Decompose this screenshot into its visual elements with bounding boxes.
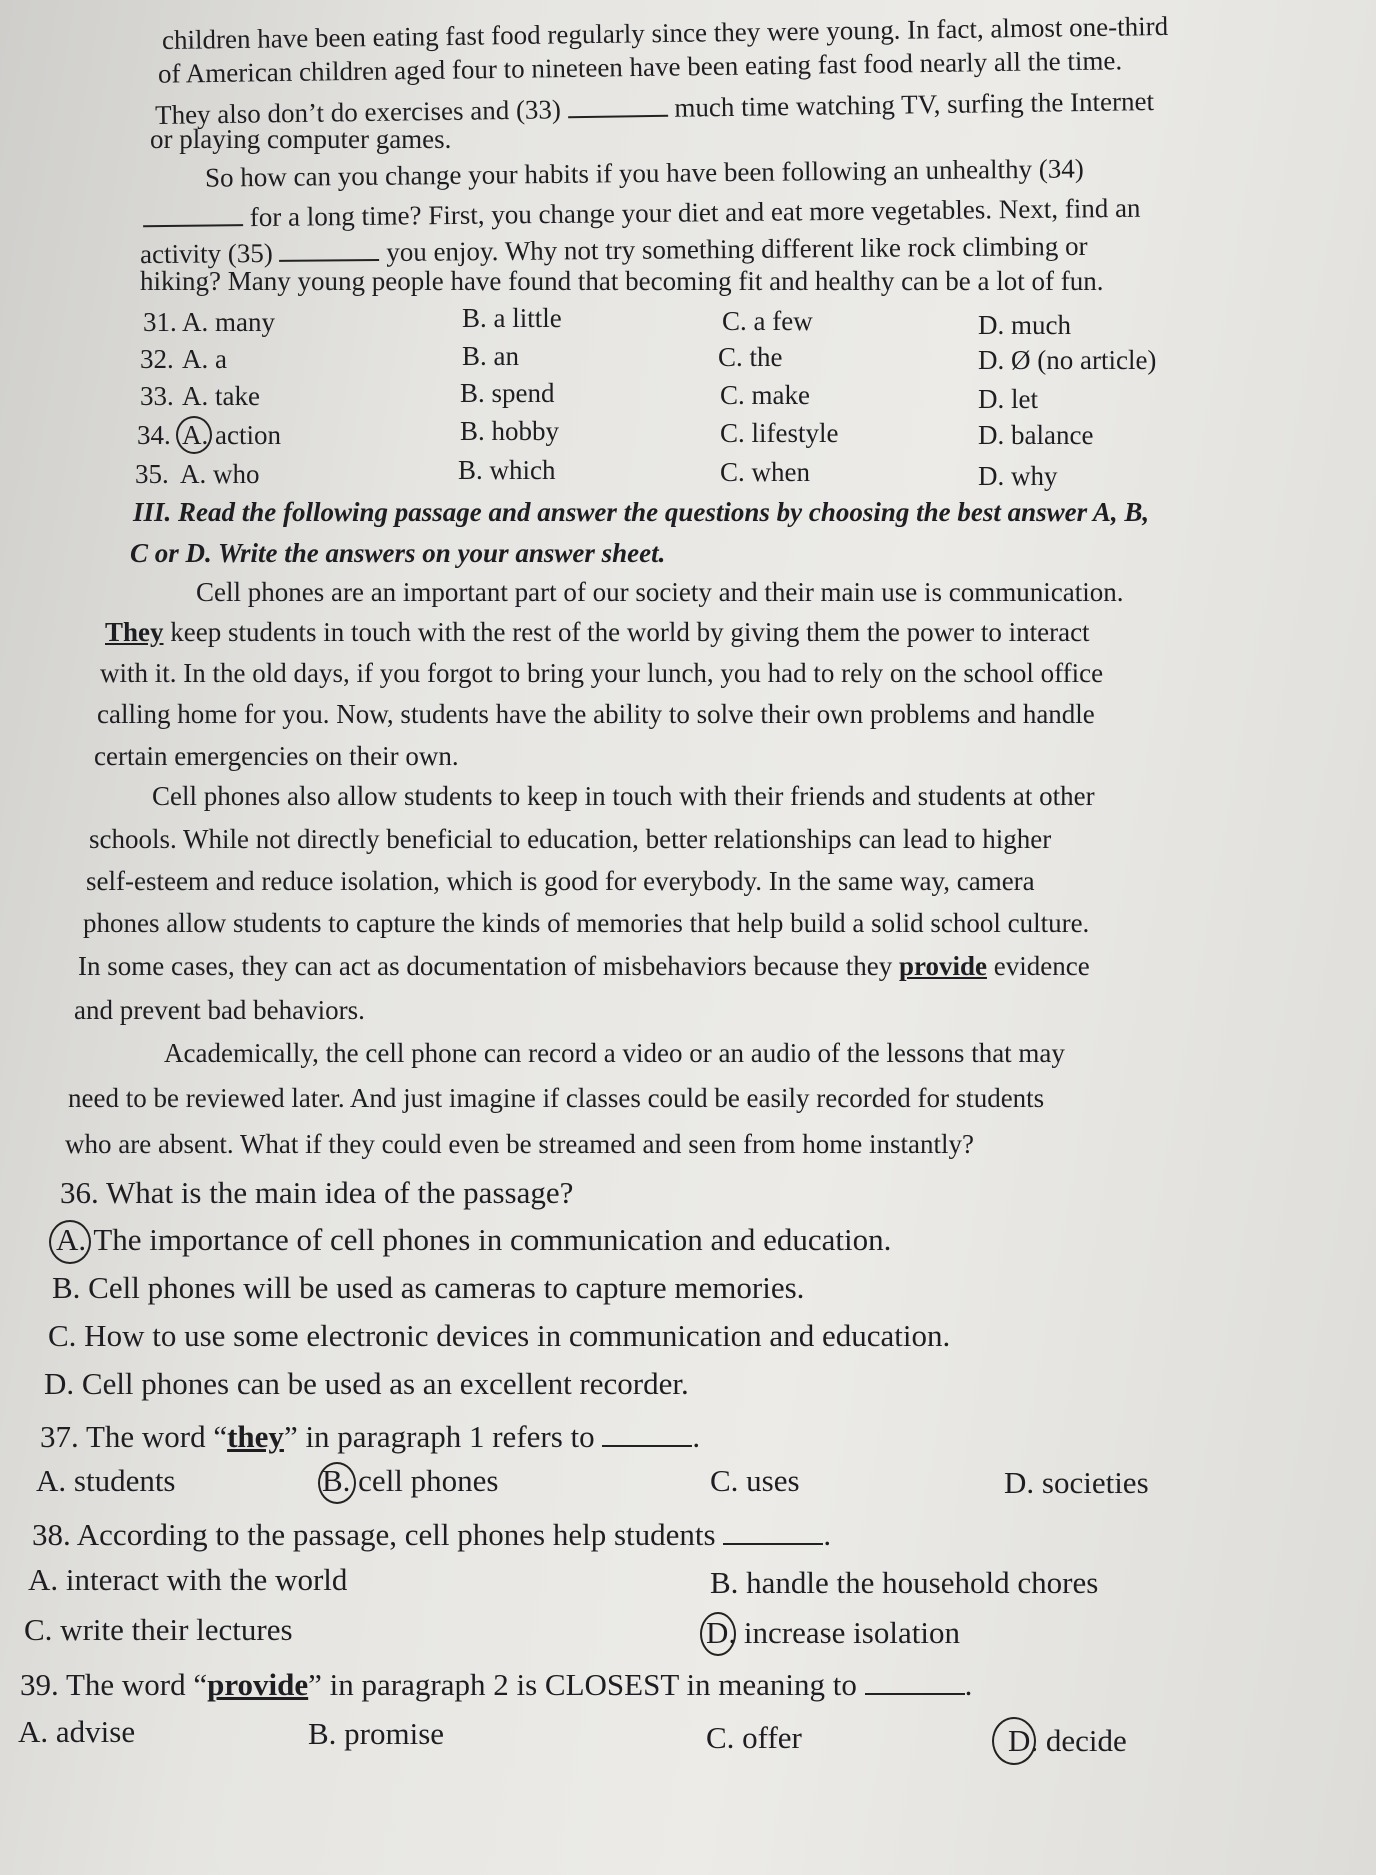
q37-stem-word: they	[227, 1419, 284, 1454]
passage2-line-10-end: evidence	[993, 951, 1090, 981]
cloze-35-b: B. which	[458, 455, 556, 485]
passage2-line-4: calling home for you. Now, students have the ability to solve their own problems and handle	[97, 699, 1095, 729]
cloze-31-c: C. a few	[722, 306, 813, 336]
passage2-line-2-text: keep students in touch with the rest of the world by giving them the power to interact	[170, 617, 1090, 647]
answer-circle-36	[49, 1220, 91, 1264]
q37-option-c[interactable]: C. uses	[710, 1463, 800, 1498]
section3-heading-line-2: C or D. Write the answers on your answer sheet.	[130, 538, 666, 568]
cloze-31-a: A. many	[182, 307, 275, 337]
q38-stem: 38. According to the passage, cell phones help students .	[32, 1512, 831, 1553]
passage2-line-1: Cell phones are an important part of our society and their main use is communication.	[196, 577, 1124, 607]
q37-option-a[interactable]: A. students	[36, 1463, 176, 1498]
cloze-34-d: D. balance	[978, 420, 1094, 450]
q38-option-a[interactable]: A. interact with the world	[28, 1562, 348, 1597]
q38-blank	[723, 1512, 823, 1545]
cloze-32-a: A. a	[182, 344, 227, 374]
passage2-line-8: self-esteem and reduce isolation, which is good for everybody. In the same way, camera	[86, 866, 1035, 896]
cloze-34-number: 34.	[137, 420, 171, 450]
q39-stem-pre: 39. The word “	[20, 1667, 208, 1702]
q38-option-d[interactable]: D. increase isolation	[706, 1615, 960, 1650]
cloze-34-c: C. lifestyle	[720, 418, 839, 448]
q37-stem: 37. The word “they” in paragraph 1 refers to .	[40, 1414, 700, 1455]
q39-stem: 39. The word “provide” in paragraph 2 is CLOSEST in meaning to .	[20, 1662, 972, 1703]
passage1-line-1: children have been eating fast food regularly since they were young. In fact, almost one-third	[161, 10, 1169, 56]
q36-option-a[interactable]: A. The importance of cell phones in communication and education.	[56, 1222, 892, 1257]
cloze-34-b: B. hobby	[460, 416, 560, 446]
q37-stem-pre: 37. The word “	[40, 1419, 228, 1454]
cloze-33-c: C. make	[720, 380, 810, 410]
cloze-33-d: D. let	[978, 384, 1038, 414]
passage2-line-3: with it. In the old days, if you forgot to bring your lunch, you had to rely on the school office	[100, 658, 1104, 688]
passage1-line-6-text: for a long time? First, you change your diet and eat more vegetables. Next, find an	[249, 192, 1141, 233]
passage2-line-7: schools. While not directly beneficial to education, better relationships can lead to higher	[89, 824, 1052, 854]
passage2-line-9: phones allow students to capture the kinds of memories that help build a solid school culture.	[83, 908, 1090, 938]
cloze-33-number: 33.	[140, 381, 174, 411]
passage2-line-12: Academically, the cell phone can record a video or an audio of the lessons that may	[164, 1038, 1065, 1068]
q37-stem-post: ” in paragraph 1 refers to	[283, 1419, 595, 1454]
cloze-32-number: 32.	[140, 344, 174, 374]
passage1-line-2: of American children aged four to nineteen have been eating fast food nearly all the time.	[157, 45, 1123, 89]
passage2-line-2	[105, 617, 1090, 648]
q38-option-b[interactable]: B. handle the household chores	[710, 1565, 1099, 1600]
q39-option-c[interactable]: C. offer	[706, 1720, 802, 1755]
q39-stem-word: provide	[207, 1667, 309, 1702]
passage1-line-7-text: activity (35)	[139, 237, 273, 270]
passage2-line-14: who are absent. What if they could even be streamed and seen from home instantly?	[65, 1129, 974, 1159]
passage2-line-11: and prevent bad behaviors.	[74, 995, 365, 1025]
cloze-35-c: C. when	[720, 457, 810, 487]
cloze-35-d: D. why	[978, 461, 1058, 491]
cloze-33-b: B. spend	[460, 378, 555, 408]
passage2-line-10	[78, 951, 1090, 982]
q38-stem-text: 38. According to the passage, cell phones help students	[32, 1517, 716, 1552]
passage2-line-13: need to be reviewed later. And just imagine if classes could be easily recorded for students	[68, 1083, 1045, 1113]
q36-option-c[interactable]: C. How to use some electronic devices in communication and education.	[48, 1318, 951, 1353]
blank-34	[143, 197, 243, 227]
answer-circle-38	[700, 1612, 736, 1656]
answer-circle-39	[992, 1717, 1036, 1765]
q39-stem-post: ” in paragraph 2 is CLOSEST in meaning to	[308, 1667, 857, 1702]
passage2-line-5: certain emergencies on their own.	[94, 741, 459, 771]
q36-stem: 36. What is the main idea of the passage?	[60, 1175, 574, 1210]
cloze-31-b: B. a little	[462, 303, 562, 333]
q39-blank	[865, 1662, 965, 1695]
cloze-35-number: 35.	[135, 459, 169, 489]
q37-blank	[602, 1414, 692, 1447]
cloze-32-c: C. the	[718, 342, 783, 372]
they-underlined: They	[105, 617, 164, 647]
cloze-31-number: 31.	[143, 307, 177, 337]
q37-option-b[interactable]: B. cell phones	[322, 1463, 499, 1498]
q38-option-c[interactable]: C. write their lectures	[24, 1612, 293, 1647]
q36-option-d[interactable]: D. Cell phones can be used as an excellent recorder.	[44, 1366, 689, 1401]
passage2-line-6: Cell phones also allow students to keep in touch with their friends and students at other	[152, 781, 1095, 811]
provide-underlined: provide	[898, 951, 987, 981]
q39-option-a[interactable]: A. advise	[18, 1714, 136, 1749]
q36-option-b[interactable]: B. Cell phones will be used as cameras to capture memories.	[52, 1270, 805, 1305]
cloze-31-d: D. much	[978, 310, 1071, 340]
cloze-34-a: A. action	[182, 420, 281, 450]
cloze-35-a: A. who	[180, 459, 260, 489]
passage1-line-3-end: much time watching TV, surfing the Internet	[674, 86, 1155, 123]
passage2-line-10-text: In some cases, they can act as documentation of misbehaviors because they	[78, 951, 893, 981]
section3-heading-line-1: III. Read the following passage and answer the questions by choosing the best answer A, B,	[133, 497, 1150, 527]
blank-33	[567, 88, 667, 118]
cloze-32-d: D. Ø (no article)	[978, 345, 1157, 375]
blank-35	[279, 232, 379, 262]
q37-option-d[interactable]: D. societies	[1004, 1465, 1149, 1500]
answer-circle-34	[176, 416, 212, 454]
passage1-line-3-text: They also don’t do exercises and (33)	[154, 94, 562, 130]
passage1-line-8: hiking? Many young people have found that becoming fit and healthy can be a lot of fun.	[140, 266, 1104, 296]
cloze-32-b: B. an	[462, 341, 519, 371]
q39-option-d[interactable]: D. decide	[1008, 1723, 1127, 1758]
q39-option-b[interactable]: B. promise	[308, 1716, 445, 1751]
cloze-33-a: A. take	[182, 381, 260, 411]
passage1-line-7	[140, 226, 1088, 270]
passage1-line-5: So how can you change your habits if you have been following an unhealthy (34)	[204, 153, 1084, 193]
answer-circle-37	[318, 1462, 356, 1504]
passage1-line-4: or playing computer games.	[150, 124, 452, 154]
passage1-line-7-end: you enjoy. Why not try something different like rock climbing or	[386, 230, 1088, 267]
